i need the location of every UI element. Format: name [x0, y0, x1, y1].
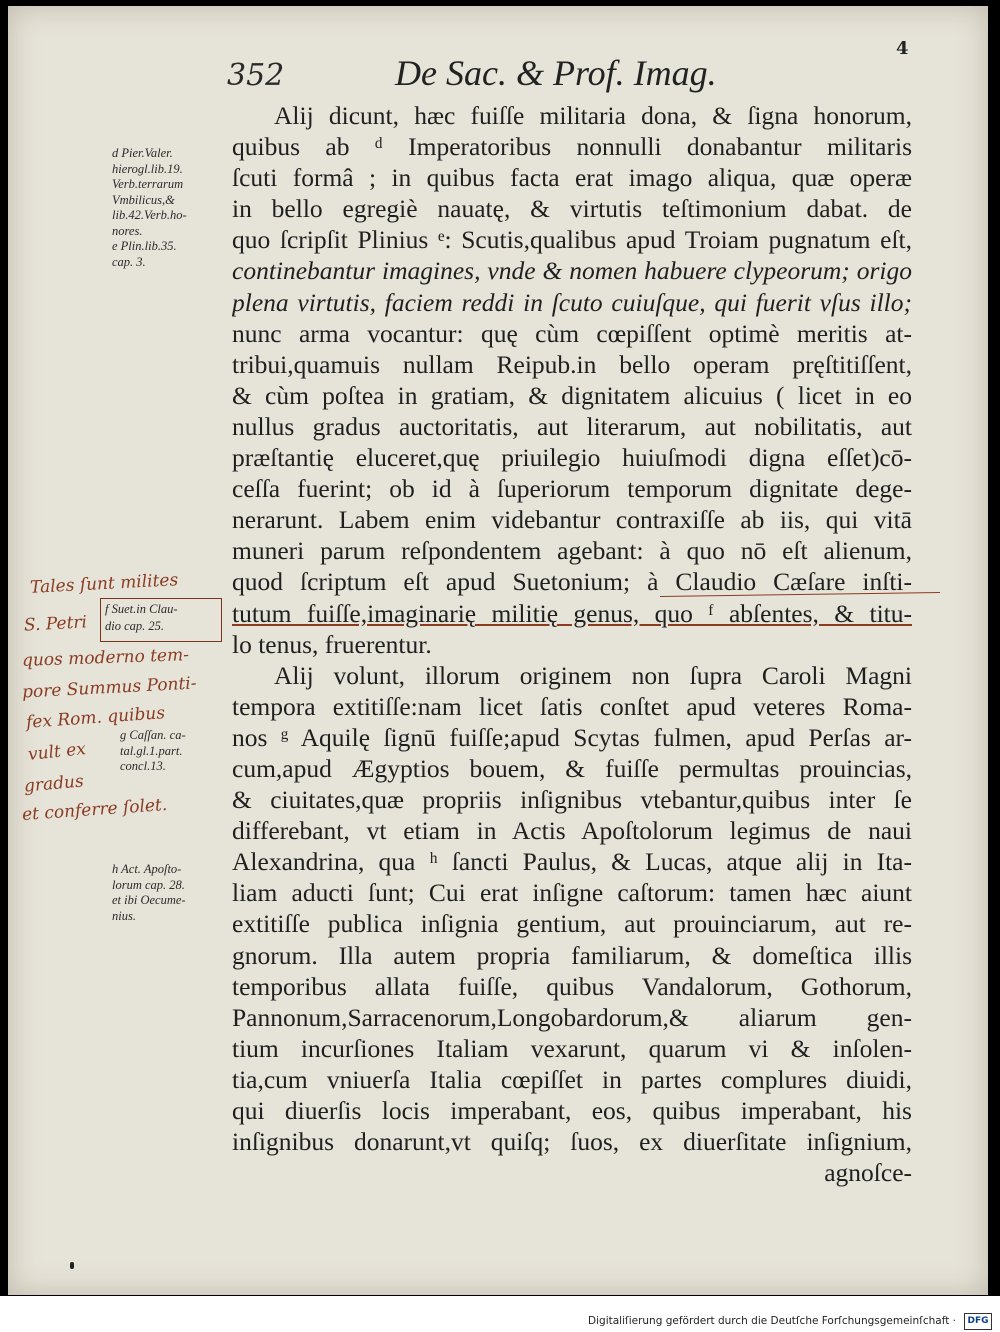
text-line: cum,apud Ægyptios bouem, & fuiſſe permultas prouincias,	[232, 753, 912, 783]
margin-note-line: g Caſſan. ca-	[120, 728, 186, 742]
text-line: nullus gradus auctoritatis, aut literarum, aut nobilitatis, aut	[232, 411, 912, 441]
text-line: quibus ab ᵈ Imperatoribus nonnulli donabantur militaris	[232, 132, 912, 162]
margin-note-g	[120, 728, 240, 775]
dfg-logo-icon: DFG	[964, 1313, 992, 1330]
text-line: nerarunt. Labem enim videbantur contraxiſſe ab iis, qui vitā	[232, 505, 912, 535]
text-line: gnorum. Illa autem propria familiarum, & domeſtica illis	[232, 940, 912, 970]
margin-note-line: dio cap. 25.	[105, 619, 165, 633]
handwritten-line: Tales ſunt milites	[29, 570, 179, 598]
text-line: extitiſſe publica inſignia gentium, aut prouinciarum, aut re-	[232, 909, 912, 939]
text-line: nos ᵍ Aquilę ſignū fuiſſe;apud Scytas fulmen, apud Perſas ar-	[232, 722, 912, 752]
funding-notice: Digitaliſierung gefördert durch die Deutſche Forſchungsgemeinſchaft ·	[588, 1315, 956, 1327]
main-text-block	[232, 100, 912, 1188]
margin-note-line: nores.	[112, 223, 143, 238]
handwritten-line: et conferre ſolet.	[21, 794, 168, 826]
text-line: qui diuerſis locis imperabant, eos, quibus imperabant, his	[232, 1096, 912, 1125]
margin-note-d-e	[112, 146, 232, 270]
handwritten-line: pore Summus Ponti-	[21, 673, 197, 703]
margin-note-line: h Act. Apoſto-	[112, 862, 182, 876]
text-line: tempora extitiſſe:nam licet ſatis conſtet apud veteres Roma-	[232, 691, 912, 721]
margin-note-line: concl.13.	[120, 759, 166, 773]
text-line: præſtantię eluceret,quę priuilegio huiuſmodi digna eſſet)cō-	[232, 443, 912, 473]
running-title: De Sac. & Prof. Imag.	[395, 53, 717, 93]
text-line: inſignibus donarunt,vt quiſq; ſuos, ex diuerſitate inſignium,	[232, 1127, 912, 1157]
handwritten-line: fex Rom. quibus	[25, 703, 166, 733]
text-line: liam aducti ſunt; Cui erat inſigne caſtorum: tamen hæc aiunt	[232, 878, 912, 908]
text-line-underlined: tutum fuiſſe,imaginarię militię genus, quo ᶠ abſentes, & titu-	[232, 598, 912, 628]
text-line: & ciuitates,quæ propriis inſignibus vtebantur,quibus inter ſe	[232, 785, 912, 815]
margin-note-line: tal.gl.1.part.	[120, 743, 183, 758]
margin-note-line: hierogl.lib.19.	[112, 161, 183, 176]
handwritten-line: vult ex	[27, 739, 87, 765]
text-line: continebantur imagines, vnde & nomen habuere clypeorum; origo	[232, 256, 912, 286]
text-line: & cùm poſtea in gratiam, & dignitatem alicuius ( licet in eo	[232, 380, 912, 410]
text-line: tia,cum vniuerſa Italia cœpiſſet in partes complures diuidi,	[232, 1064, 912, 1094]
corner-mark: 4	[896, 38, 909, 59]
margin-note-line: lorum cap. 28.	[112, 877, 185, 892]
ink-speck	[70, 1262, 74, 1269]
margin-note-line: et ibi Oecume-	[112, 893, 186, 907]
catchword: agnoſce-	[824, 1158, 912, 1188]
handwritten-line: gradus	[23, 771, 85, 797]
text-line: differebant, vt etiam in Actis Apoſtolorum legimus de naui	[232, 816, 912, 846]
text-line: muneri parum reſpondentem agebant: à quo nō eſt alienum,	[232, 536, 912, 566]
text-line: tribui,quamuis nullam Reipub.in bello operam pręſtitiſſent,	[232, 349, 912, 379]
text-line: Alexandrina, qua ʰ ſancti Paulus, & Lucas, atque alij in Ita-	[232, 847, 912, 877]
text-line: in bello egregiè nauatę, & virtutis teſtimonium dabat. de	[232, 194, 912, 224]
text-line: Pannonum,Sarracenorum,Longobardorum,& aliarum gen-	[232, 1002, 912, 1032]
margin-note-line: Vmbilicus,&	[112, 192, 175, 207]
page-number: 352	[227, 58, 285, 93]
text-line: plena virtutis, faciem reddi in ſcuto cuiuſque, qui fuerit vſus illo;	[232, 287, 912, 317]
text-line: temporibus allata fuiſſe, quibus Vandalorum, Gothorum,	[232, 971, 912, 1001]
margin-note-f-boxed	[100, 598, 222, 642]
handwritten-line: S. Petri	[23, 612, 88, 636]
margin-note-h	[112, 862, 232, 924]
text-line: tium incurſiones Italiam vexarunt, quarum vi & inſolen-	[232, 1033, 912, 1063]
text-line: quod ſcriptum eſt apud Suetonium; à Claudio Cæſare inſti-	[232, 567, 912, 597]
margin-note-line: cap. 3.	[112, 254, 146, 269]
margin-note-line: f Suet.in Clau-	[105, 602, 178, 616]
margin-note-line: e Plin.lib.35.	[112, 239, 177, 253]
text-line: lo tenus, fruerentur.	[232, 629, 432, 659]
margin-note-line: nius.	[112, 908, 136, 923]
text-line: ſcuti formâ ; in quibus facta erat imago aliqua, quæ operæ	[232, 163, 912, 193]
margin-note-line: Verb.terrarum	[112, 177, 184, 191]
margin-note-line: lib.42.Verb.ho-	[112, 208, 187, 222]
text-line: Alij volunt, illorum originem non ſupra Caroli Magni	[274, 660, 912, 690]
text-line: quo ſcripſit Plinius ᵉ: Scutis,qualibus apud Troiam pugnatum eſt,	[232, 225, 912, 255]
text-line: nunc arma vocantur: quę cùm cœpiſſent optimè meritis at-	[232, 318, 912, 348]
handwritten-line: quos moderno tem-	[21, 645, 190, 671]
text-line: ceſſa fuerint; ob id à ſuperiorum temporum dignitate dege-	[232, 474, 912, 504]
margin-note-line: d Pier.Valer.	[112, 146, 173, 160]
text-line: Alij dicunt, hæc fuiſſe militaria dona, & ſigna honorum,	[274, 101, 912, 130]
